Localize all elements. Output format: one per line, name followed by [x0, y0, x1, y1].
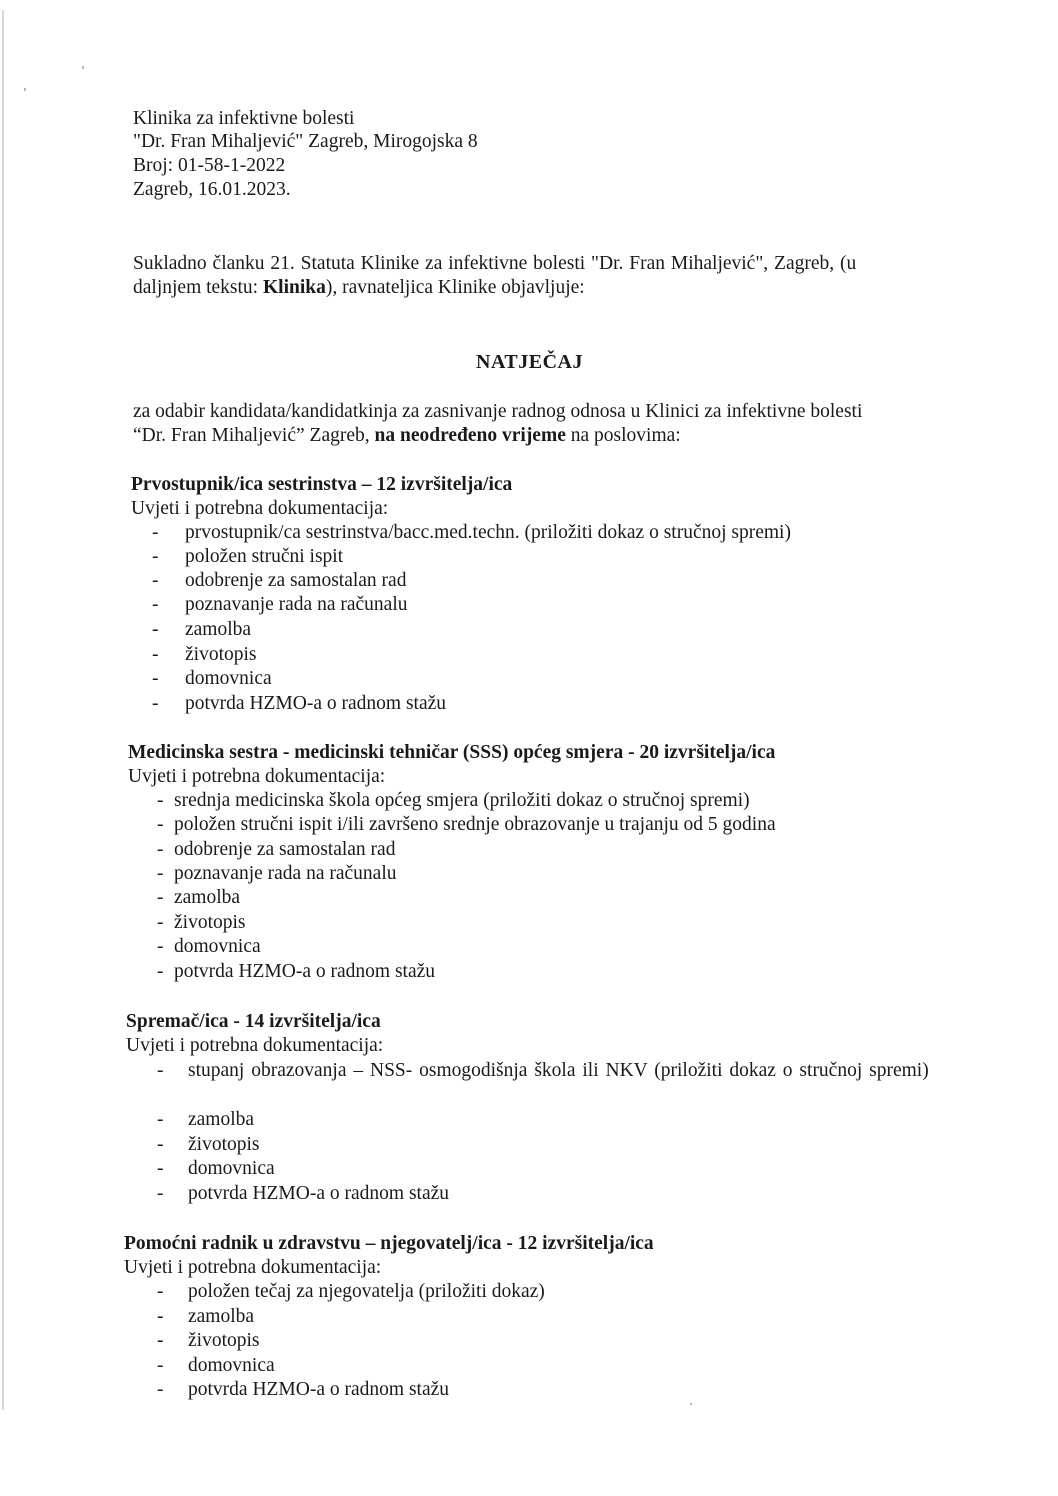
list-item: - potvrda HZMO-a o radnom stažu	[157, 1379, 450, 1400]
list-item: - životopis	[157, 1330, 260, 1351]
place-date: Zagreb, 16.01.2023.	[133, 179, 291, 200]
conditions-label: Uvjeti i potrebna dokumentacija:	[128, 766, 386, 787]
list-item: - stupanj obrazovanja – NSS- osmogodišnja škola ili NKV (priložiti dokaz o stručnoj spremi)	[157, 1060, 929, 1081]
list-item: - zamolba	[157, 1109, 255, 1130]
conditions-label: Uvjeti i potrebna dokumentacija:	[126, 1035, 384, 1056]
institution-name: Klinika za infektivne bolesti	[133, 108, 355, 129]
list-item: - prvostupnik/ca sestrinstva/bacc.med.techn. (priložiti dokaz o stručnoj spremi)	[152, 522, 791, 543]
intro-line-1: Sukladno članku 21. Statuta Klinike za infektivne bolesti "Dr. Fran Mihaljević", Zagreb, (u	[133, 253, 857, 274]
list-item: - potvrda HZMO-a o radnom stažu	[157, 1183, 450, 1204]
list-item: - životopis	[157, 912, 246, 933]
scan-speck	[690, 1403, 692, 1405]
position-heading: Spremač/ica - 14 izvršitelja/ica	[126, 1011, 381, 1032]
subtitle-line-1: za odabir kandidata/kandidatkinja za zasnivanje radnog odnosa u Klinici za infektivne bolesti	[133, 401, 863, 422]
reference-number: Broj: 01-58-1-2022	[133, 155, 286, 176]
employment-type: na neodređeno vrijeme	[374, 425, 566, 446]
list-item: - poznavanje rada na računalu	[157, 863, 397, 884]
intro-text: ), ravnateljica Klinike objavljuje:	[325, 277, 585, 298]
subtitle-text: na poslovima:	[565, 425, 681, 446]
list-item: - životopis	[157, 1134, 260, 1155]
list-item: - domovnica	[157, 936, 261, 957]
list-item: - odobrenje za samostalan rad	[152, 570, 407, 591]
list-item: - položen stručni ispit i/ili završeno srednje obrazovanje u trajanju od 5 godina	[157, 814, 776, 835]
intro-text: daljnjem tekstu:	[133, 277, 263, 298]
list-item: - potvrda HZMO-a o radnom stažu	[157, 961, 436, 982]
subtitle-text: “Dr. Fran Mihaljević” Zagreb,	[133, 425, 375, 446]
list-item: - položen tečaj za njegovatelja (priložiti dokaz)	[157, 1281, 545, 1302]
position-heading: Prvostupnik/ica sestrinstva – 12 izvršitelja/ica	[131, 474, 513, 495]
list-item: - domovnica	[157, 1158, 275, 1179]
list-item: - zamolba	[157, 1306, 255, 1327]
list-item: - potvrda HZMO-a o radnom stažu	[152, 693, 447, 714]
list-item: - domovnica	[157, 1355, 275, 1376]
scan-speck	[82, 66, 84, 69]
document-title: NATJEČAJ	[476, 351, 583, 373]
institution-address: "Dr. Fran Mihaljević" Zagreb, Mirogojska 8	[133, 131, 478, 152]
scan-page-edge	[2, 10, 4, 1410]
list-item: - zamolba	[157, 887, 241, 908]
conditions-label: Uvjeti i potrebna dokumentacija:	[124, 1257, 382, 1278]
subtitle-line-2	[133, 424, 681, 448]
intro-bold-term: Klinika	[262, 277, 326, 298]
scan-speck	[24, 88, 26, 91]
intro-line-2	[133, 276, 585, 300]
list-item: - domovnica	[152, 668, 272, 689]
position-heading: Pomoćni radnik u zdravstvu – njegovatelj/ica - 12 izvršitelja/ica	[124, 1233, 654, 1254]
position-heading: Medicinska sestra - medicinski tehničar (SSS) općeg smjera - 20 izvršitelja/ica	[128, 742, 776, 763]
conditions-label: Uvjeti i potrebna dokumentacija:	[131, 498, 389, 519]
list-item: - poznavanje rada na računalu	[152, 594, 408, 615]
list-item: - položen stručni ispit	[152, 546, 344, 567]
list-item: - životopis	[152, 644, 257, 665]
list-item: - odobrenje za samostalan rad	[157, 839, 396, 860]
list-item: - zamolba	[152, 619, 252, 640]
list-item: - srednja medicinska škola općeg smjera (priložiti dokaz o stručnoj spremi)	[157, 790, 750, 811]
